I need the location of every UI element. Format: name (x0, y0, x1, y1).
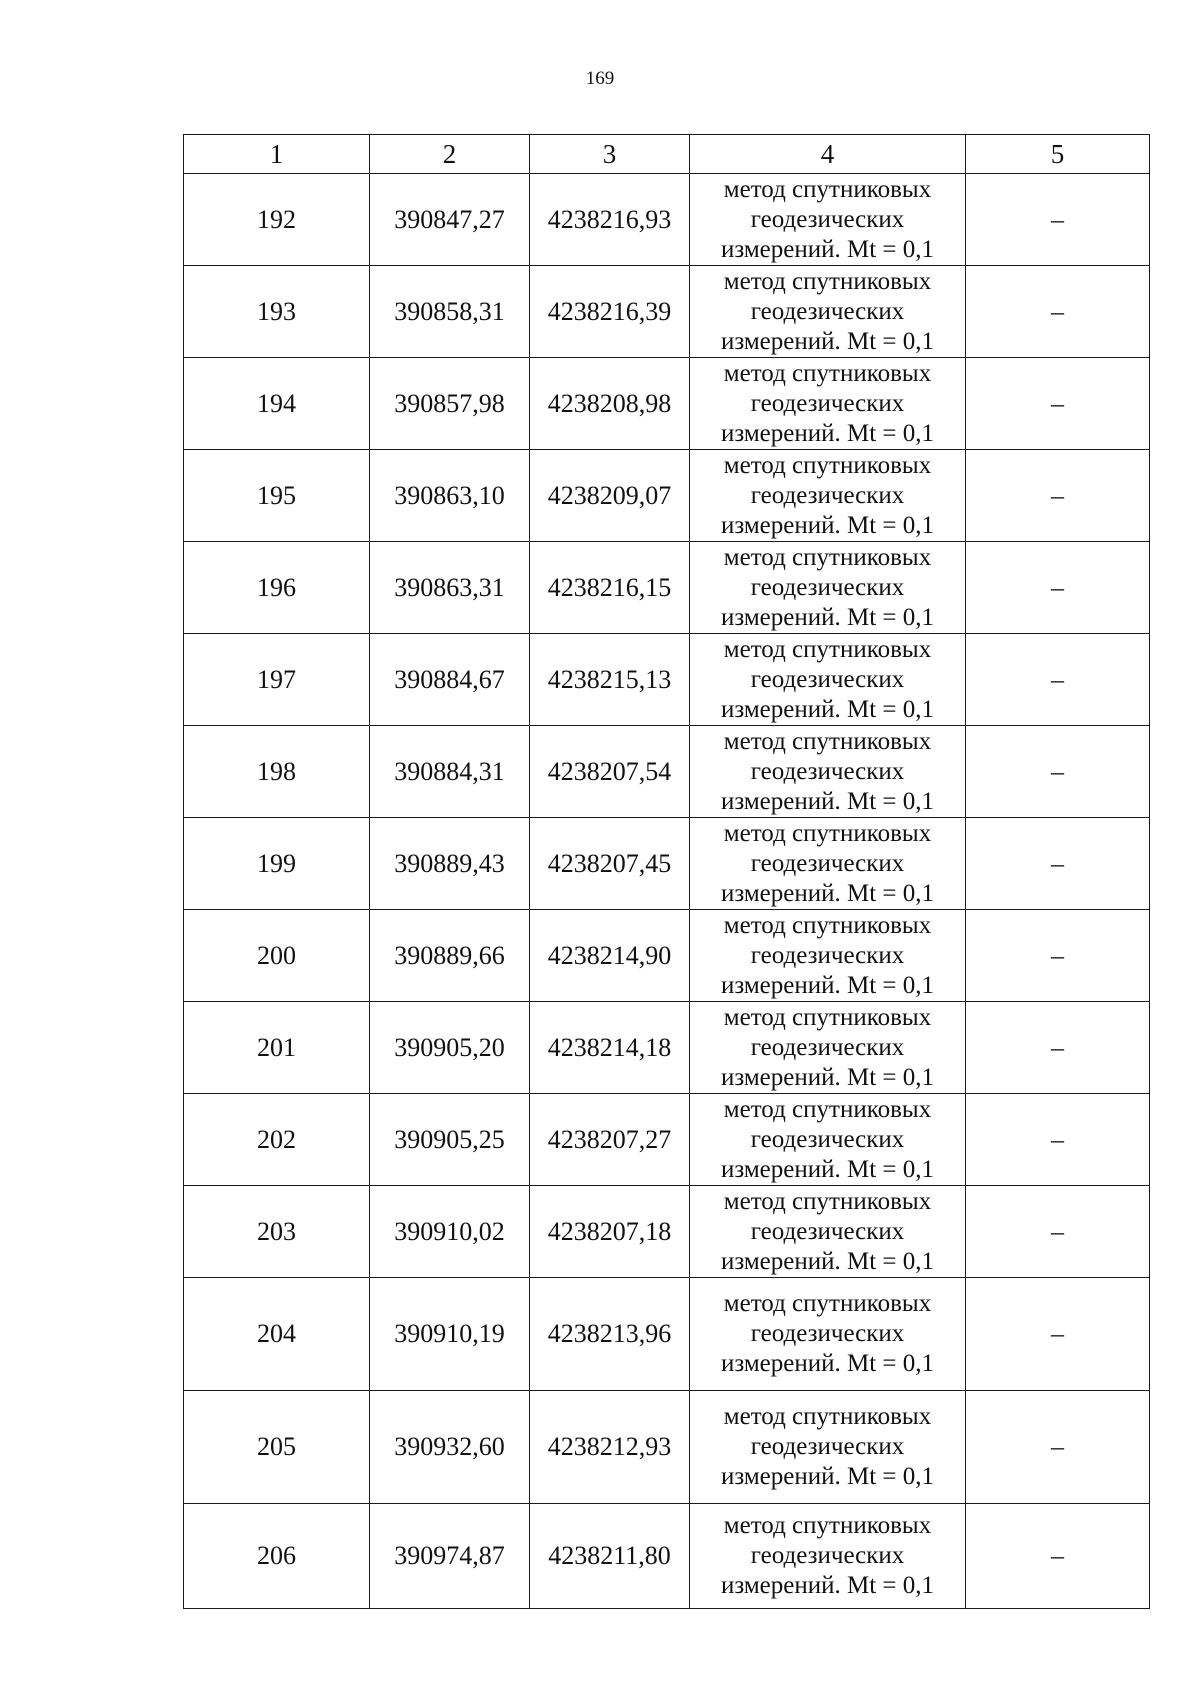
method-line: геодезических (750, 1125, 905, 1153)
point-number-cell: 198 (184, 726, 370, 818)
x-coordinate-cell: 390905,25 (370, 1094, 530, 1186)
method-line: геодезических (750, 297, 905, 325)
method-line: метод спутниковых (723, 451, 932, 479)
table-row (184, 174, 1150, 266)
method-line: метод спутниковых (723, 543, 932, 571)
method-line: измерений. Mt = 0,1 (720, 1063, 935, 1091)
method-cell (690, 1186, 966, 1278)
method-cell (690, 1504, 966, 1609)
y-coordinate-cell: 4238215,13 (530, 634, 690, 726)
table-row (184, 450, 1150, 542)
y-coordinate-cell: 4238216,39 (530, 266, 690, 358)
page-number: 169 (585, 68, 615, 89)
x-coordinate-cell: 390857,98 (370, 358, 530, 450)
header-col-4: 4 (690, 135, 966, 174)
method-line: метод спутниковых (723, 1187, 932, 1215)
y-coordinate-cell: 4238213,96 (530, 1278, 690, 1391)
point-number-cell: 193 (184, 266, 370, 358)
table-row (184, 726, 1150, 818)
y-coordinate-cell: 4238216,93 (530, 174, 690, 266)
x-coordinate-cell: 390847,27 (370, 174, 530, 266)
method-line: измерений. Mt = 0,1 (720, 879, 935, 907)
x-coordinate-cell: 390863,10 (370, 450, 530, 542)
table-row (184, 266, 1150, 358)
table-body (184, 174, 1150, 1609)
point-number-cell: 196 (184, 542, 370, 634)
x-coordinate-cell: 390884,67 (370, 634, 530, 726)
note-cell: – (966, 818, 1150, 910)
y-coordinate-cell: 4238207,54 (530, 726, 690, 818)
method-line: геодезических (750, 665, 905, 693)
method-line: измерений. Mt = 0,1 (720, 603, 935, 631)
point-number-cell: 197 (184, 634, 370, 726)
table-row (184, 1002, 1150, 1094)
note-cell: – (966, 266, 1150, 358)
table-row (184, 910, 1150, 1002)
point-number-cell: 201 (184, 1002, 370, 1094)
method-line: метод спутниковых (723, 267, 932, 295)
point-number-cell: 192 (184, 174, 370, 266)
y-coordinate-cell: 4238216,15 (530, 542, 690, 634)
method-cell (690, 174, 966, 266)
x-coordinate-cell: 390910,19 (370, 1278, 530, 1391)
method-line: метод спутниковых (723, 911, 932, 939)
table-row (184, 1186, 1150, 1278)
note-cell: – (966, 1278, 1150, 1391)
note-cell: – (966, 1094, 1150, 1186)
table-row (184, 358, 1150, 450)
header-col-2: 2 (370, 135, 530, 174)
method-line: метод спутниковых (723, 1512, 932, 1539)
y-coordinate-cell: 4238211,80 (530, 1504, 690, 1609)
x-coordinate-cell: 390858,31 (370, 266, 530, 358)
method-line: метод спутниковых (723, 1003, 932, 1031)
point-number-cell: 205 (184, 1391, 370, 1504)
point-number-cell: 206 (184, 1504, 370, 1609)
note-cell: – (966, 174, 1150, 266)
y-coordinate-cell: 4238207,45 (530, 818, 690, 910)
note-cell: – (966, 1504, 1150, 1609)
note-cell: – (966, 726, 1150, 818)
point-number-cell: 204 (184, 1278, 370, 1391)
method-cell (690, 910, 966, 1002)
method-line: метод спутниковых (723, 819, 932, 847)
method-line: метод спутниковых (723, 635, 932, 663)
method-line: геодезических (750, 573, 905, 601)
method-line: геодезических (750, 481, 905, 509)
x-coordinate-cell: 390974,87 (370, 1504, 530, 1609)
method-cell (690, 634, 966, 726)
header-col-1: 1 (184, 135, 370, 174)
method-line: геодезических (750, 205, 905, 233)
y-coordinate-cell: 4238208,98 (530, 358, 690, 450)
point-number-cell: 195 (184, 450, 370, 542)
method-line: измерений. Mt = 0,1 (720, 1155, 935, 1183)
table-header-row (184, 135, 1150, 174)
method-line: измерений. Mt = 0,1 (720, 695, 935, 723)
method-line: метод спутниковых (723, 359, 932, 387)
table-row (184, 634, 1150, 726)
note-cell: – (966, 450, 1150, 542)
y-coordinate-cell: 4238212,93 (530, 1391, 690, 1504)
method-cell (690, 266, 966, 358)
method-cell (690, 726, 966, 818)
method-line: геодезических (750, 1033, 905, 1061)
table-row (184, 1278, 1150, 1391)
y-coordinate-cell: 4238214,18 (530, 1002, 690, 1094)
x-coordinate-cell: 390905,20 (370, 1002, 530, 1094)
method-cell (690, 1002, 966, 1094)
method-line: измерений. Mt = 0,1 (720, 1463, 935, 1490)
method-line: геодезических (750, 757, 905, 785)
table-row (184, 1504, 1150, 1609)
x-coordinate-cell: 390932,60 (370, 1391, 530, 1504)
method-line: геодезических (750, 389, 905, 417)
method-line: метод спутниковых (723, 1095, 932, 1123)
method-cell (690, 450, 966, 542)
table-row (184, 542, 1150, 634)
method-line: измерений. Mt = 0,1 (720, 511, 935, 539)
table-row (184, 1094, 1150, 1186)
x-coordinate-cell: 390889,66 (370, 910, 530, 1002)
note-cell: – (966, 542, 1150, 634)
method-cell (690, 542, 966, 634)
x-coordinate-cell: 390889,43 (370, 818, 530, 910)
method-line: геодезических (750, 1542, 905, 1569)
method-cell (690, 818, 966, 910)
y-coordinate-cell: 4238207,27 (530, 1094, 690, 1186)
method-line: геодезических (750, 1320, 905, 1347)
method-line: геодезических (750, 1217, 905, 1245)
method-line: измерений. Mt = 0,1 (720, 235, 935, 263)
method-line: геодезических (750, 941, 905, 969)
method-line: метод спутниковых (723, 1290, 932, 1317)
note-cell: – (966, 634, 1150, 726)
note-cell: – (966, 358, 1150, 450)
point-number-cell: 199 (184, 818, 370, 910)
y-coordinate-cell: 4238214,90 (530, 910, 690, 1002)
coordinates-table (183, 134, 1150, 1609)
point-number-cell: 194 (184, 358, 370, 450)
method-line: геодезических (750, 1433, 905, 1460)
method-line: измерений. Mt = 0,1 (720, 327, 935, 355)
method-line: метод спутниковых (723, 727, 932, 755)
method-line: геодезических (750, 849, 905, 877)
method-line: измерений. Mt = 0,1 (720, 1572, 935, 1599)
x-coordinate-cell: 390863,31 (370, 542, 530, 634)
note-cell: – (966, 1186, 1150, 1278)
method-line: измерений. Mt = 0,1 (720, 419, 935, 447)
note-cell: – (966, 910, 1150, 1002)
table-row (184, 1391, 1150, 1504)
method-line: измерений. Mt = 0,1 (720, 787, 935, 815)
point-number-cell: 200 (184, 910, 370, 1002)
table-row (184, 818, 1150, 910)
point-number-cell: 203 (184, 1186, 370, 1278)
method-cell (690, 1278, 966, 1391)
method-line: метод спутниковых (723, 175, 932, 203)
y-coordinate-cell: 4238209,07 (530, 450, 690, 542)
method-cell (690, 1391, 966, 1504)
x-coordinate-cell: 390910,02 (370, 1186, 530, 1278)
y-coordinate-cell: 4238207,18 (530, 1186, 690, 1278)
header-col-5: 5 (966, 135, 1150, 174)
point-number-cell: 202 (184, 1094, 370, 1186)
method-line: измерений. Mt = 0,1 (720, 1350, 935, 1377)
method-cell (690, 358, 966, 450)
x-coordinate-cell: 390884,31 (370, 726, 530, 818)
note-cell: – (966, 1391, 1150, 1504)
header-col-3: 3 (530, 135, 690, 174)
method-line: метод спутниковых (723, 1403, 932, 1430)
method-line: измерений. Mt = 0,1 (720, 971, 935, 999)
method-cell (690, 1094, 966, 1186)
note-cell: – (966, 1002, 1150, 1094)
method-line: измерений. Mt = 0,1 (720, 1247, 935, 1275)
